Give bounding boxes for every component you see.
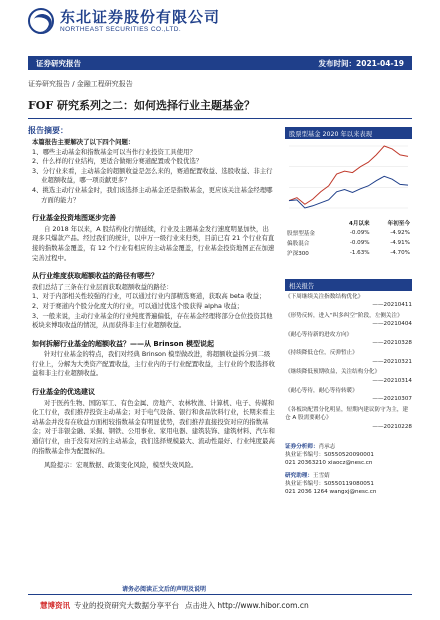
analyst-email[interactable]: wangxj@nesc.cn xyxy=(329,489,377,496)
table-cell: -4.70% xyxy=(390,250,410,256)
disclaimer-note: 请务必阅读正文后的声明及说明 xyxy=(122,586,207,593)
section-heading: 如何拆解行业基金的超额收益？——从 Brinson 模型说起 xyxy=(32,339,215,348)
chart-heading: 股票型基金 2020 年以来表现 xyxy=(285,127,412,139)
analyst-name: 肖承志 xyxy=(318,444,336,451)
report-title: 《下周继续关注指数结构优化》 xyxy=(285,294,364,300)
brand-site[interactable]: 点击进入 http://www.hibor.com.cn xyxy=(185,601,309,610)
header-band xyxy=(28,56,412,70)
analyst-cert: 执业证书编号：S0550520090001 xyxy=(285,452,374,459)
table-cell: -0.09% xyxy=(349,230,370,236)
question-item: 2、什么样的行业结构，更适合做细分赛道配置或个股优选？ xyxy=(32,157,203,166)
table-row xyxy=(285,238,412,248)
publish-date: 发布时间：2021-04-19 xyxy=(318,58,404,68)
section-heading: 行业基金的优选建议 xyxy=(32,388,95,397)
questions-intro: 本篇报告主要解决了以下四个问题： xyxy=(32,138,135,146)
report-title: 《持续降低仓位，反弹暂止》 xyxy=(285,350,358,357)
brand-name: 慧博资讯 xyxy=(40,601,70,610)
title-divider xyxy=(28,118,412,119)
page-title: FOF 研究系列之二：如何选择行业主题基金？ xyxy=(28,99,256,112)
question-item: 4、挑选主动行业基金时，我们该选择主动基金还是指数基金，更应该关注基金经理哪方面的能力？ xyxy=(32,185,273,204)
chart-series-line xyxy=(289,146,408,204)
report-date: ——20210314 xyxy=(372,377,412,384)
report-item[interactable] xyxy=(285,349,412,366)
analyst-name: 王雪婧 xyxy=(312,473,330,480)
logo-en: NORTHEAST SECURITIES CO.,LTD. xyxy=(60,25,182,33)
logo-text xyxy=(60,9,220,34)
table-header-row xyxy=(285,218,412,228)
report-item[interactable] xyxy=(285,293,412,310)
table-cell: 股票型基金 xyxy=(287,231,315,237)
table-cell: -4.91% xyxy=(390,240,410,246)
table-header xyxy=(285,218,334,228)
logo-mark-icon xyxy=(28,8,54,34)
report-title: 《各板块配置分化明显，短期内建议防守为主，建仓 A 股需要耐心》 xyxy=(285,406,409,422)
performance-chart xyxy=(285,142,412,214)
section-body: 自 2018 年以来，A 股结构化行情延续，行业及主题基金发行速度明显加快，出现多只爆款产品。经过我们的统计，以申万一级行业来归类，目前已有 21 个行业有直接的指数基金覆盖，有 12 个行业有相应的主动基金覆盖，行业基金投资地图正在加速完善过程中。 xyxy=(32,224,275,262)
report-title: 《耐心等待，耐心等待转暖》 xyxy=(285,388,358,395)
report-item[interactable] xyxy=(285,331,412,348)
performance-table xyxy=(285,218,412,258)
report-date: ——20210328 xyxy=(372,340,412,347)
analyst-cert: 执业证书编号：S0550119080051 xyxy=(285,481,374,488)
analyst-phone: 021 2036 1264 xyxy=(285,489,328,496)
company-logo xyxy=(28,8,220,34)
table-row xyxy=(285,228,412,238)
report-title: 《继续降低预期收益，关注结构分化》 xyxy=(285,369,381,376)
analyst-role: 研究助理： xyxy=(285,473,313,480)
table-row xyxy=(285,248,412,258)
analyst-phone: 021 20363210 xyxy=(285,460,326,467)
path-item: 2、对于赛道内个股分化度大的行业，可以通过优选个股获得 alpha 收益； xyxy=(32,301,244,310)
report-date: ——20210321 xyxy=(372,358,412,365)
table-header: 4月以来 xyxy=(348,221,370,227)
logo-cn: 东北证券股份有限公司 xyxy=(60,7,221,26)
breadcrumb: 证券研究报告 / 金融工程研究报告 xyxy=(28,80,133,88)
report-type-label: 证券研究报告 xyxy=(36,58,81,68)
path-item: 3、一般来说，主动行业基金的行业纯度普遍偏低，存在基金经理将部分仓位投资其他板块来博取收益的情况，从而获得非主行业超额收益。 xyxy=(32,311,273,330)
abstract-body xyxy=(32,138,275,471)
table-cell: 偏股混合 xyxy=(287,241,310,247)
report-title: 《形势反转，进入“纠多纠空”阶段，左侧关注》 xyxy=(285,312,403,319)
brand-slogan: 专业的投资研究大数据分享平台 xyxy=(74,601,179,610)
performance-chart-svg xyxy=(285,142,412,214)
report-item[interactable] xyxy=(285,387,412,404)
report-date: ——20210411 xyxy=(372,302,412,309)
section-body: 对于医药生物、国防军工、有色金属、房地产、农林牧渔、计算机、电子、传媒和化工行业，我们推荐投资主动基金；对于电气设备、银行和食品饮料行业，长期来看主动基金并没有在收益方面相较指数基金有明显优势，我们推荐直接投资对应的指数基金；对于非银金融、采掘、钢铁、公用事业、家用电器、建筑装饰、建筑材料、汽车和通信行业，由于没有对应的主动基金，我们选择规模最大、流动性最好、行业纯度最高的指数基金作为配置标的。 xyxy=(32,398,275,455)
analyst-section xyxy=(285,443,412,496)
question-item: 1、哪些主动基金和指数基金可以当作行业投资工具使用？ xyxy=(32,147,196,156)
footer-divider xyxy=(28,594,412,595)
analyst-block xyxy=(285,443,412,467)
section-body: 我们总结了三条在行业层面获取超额收益的路径： xyxy=(32,282,173,291)
table-cell: 沪深300 xyxy=(287,251,309,257)
report-item[interactable] xyxy=(285,312,412,329)
section-body: 针对行业基金的特点，我们对经典 Brinson 模型做改进，将超额收益拆分到二级行业上，分解为大类资产配置收益，主行业内的子行业配置收益，主行业的个股选择收益和非主行业超额收益。 xyxy=(32,350,275,378)
report-item[interactable] xyxy=(285,368,412,385)
report-item[interactable] xyxy=(285,406,412,431)
risk-note: 风险提示：宏观数据、政策变化风险，模型失效风险。 xyxy=(44,461,198,470)
report-date: ——20210404 xyxy=(372,321,412,328)
report-title: 《耐心等待新的进攻方向》 xyxy=(285,331,353,338)
analyst-block xyxy=(285,472,412,496)
sidebar xyxy=(285,127,412,496)
report-date: ——20210307 xyxy=(372,396,412,403)
table-cell: -1.63% xyxy=(349,250,370,256)
table-header: 年初至今 xyxy=(387,221,410,227)
analyst-role: 证券分析师： xyxy=(285,444,319,451)
report-date: ——20210228 xyxy=(372,423,412,430)
table-cell: -4.92% xyxy=(390,230,410,236)
related-reports-heading: 相关报告 xyxy=(285,279,412,291)
abstract-heading: 报告摘要： xyxy=(28,126,68,135)
section-heading: 从行业维度获取超额收益的路径有哪些？ xyxy=(32,272,158,281)
path-item: 1、对于内部相关性较强的行业，可以通过行业内部精选赛道，获取高 beta 收益； xyxy=(32,292,266,301)
question-item: 3、分行业来看，主动基金的超额收益是怎么来的，赛道配置收益、选股收益、非主行业超额收益，哪一项贡献更多？ xyxy=(32,166,273,185)
footer-brand xyxy=(40,600,309,611)
section-heading: 行业基金投资地图逐步完善 xyxy=(32,214,116,223)
table-cell: -0.09% xyxy=(349,240,370,246)
analyst-email[interactable]: xiaocz@nesc.cn xyxy=(327,460,373,467)
